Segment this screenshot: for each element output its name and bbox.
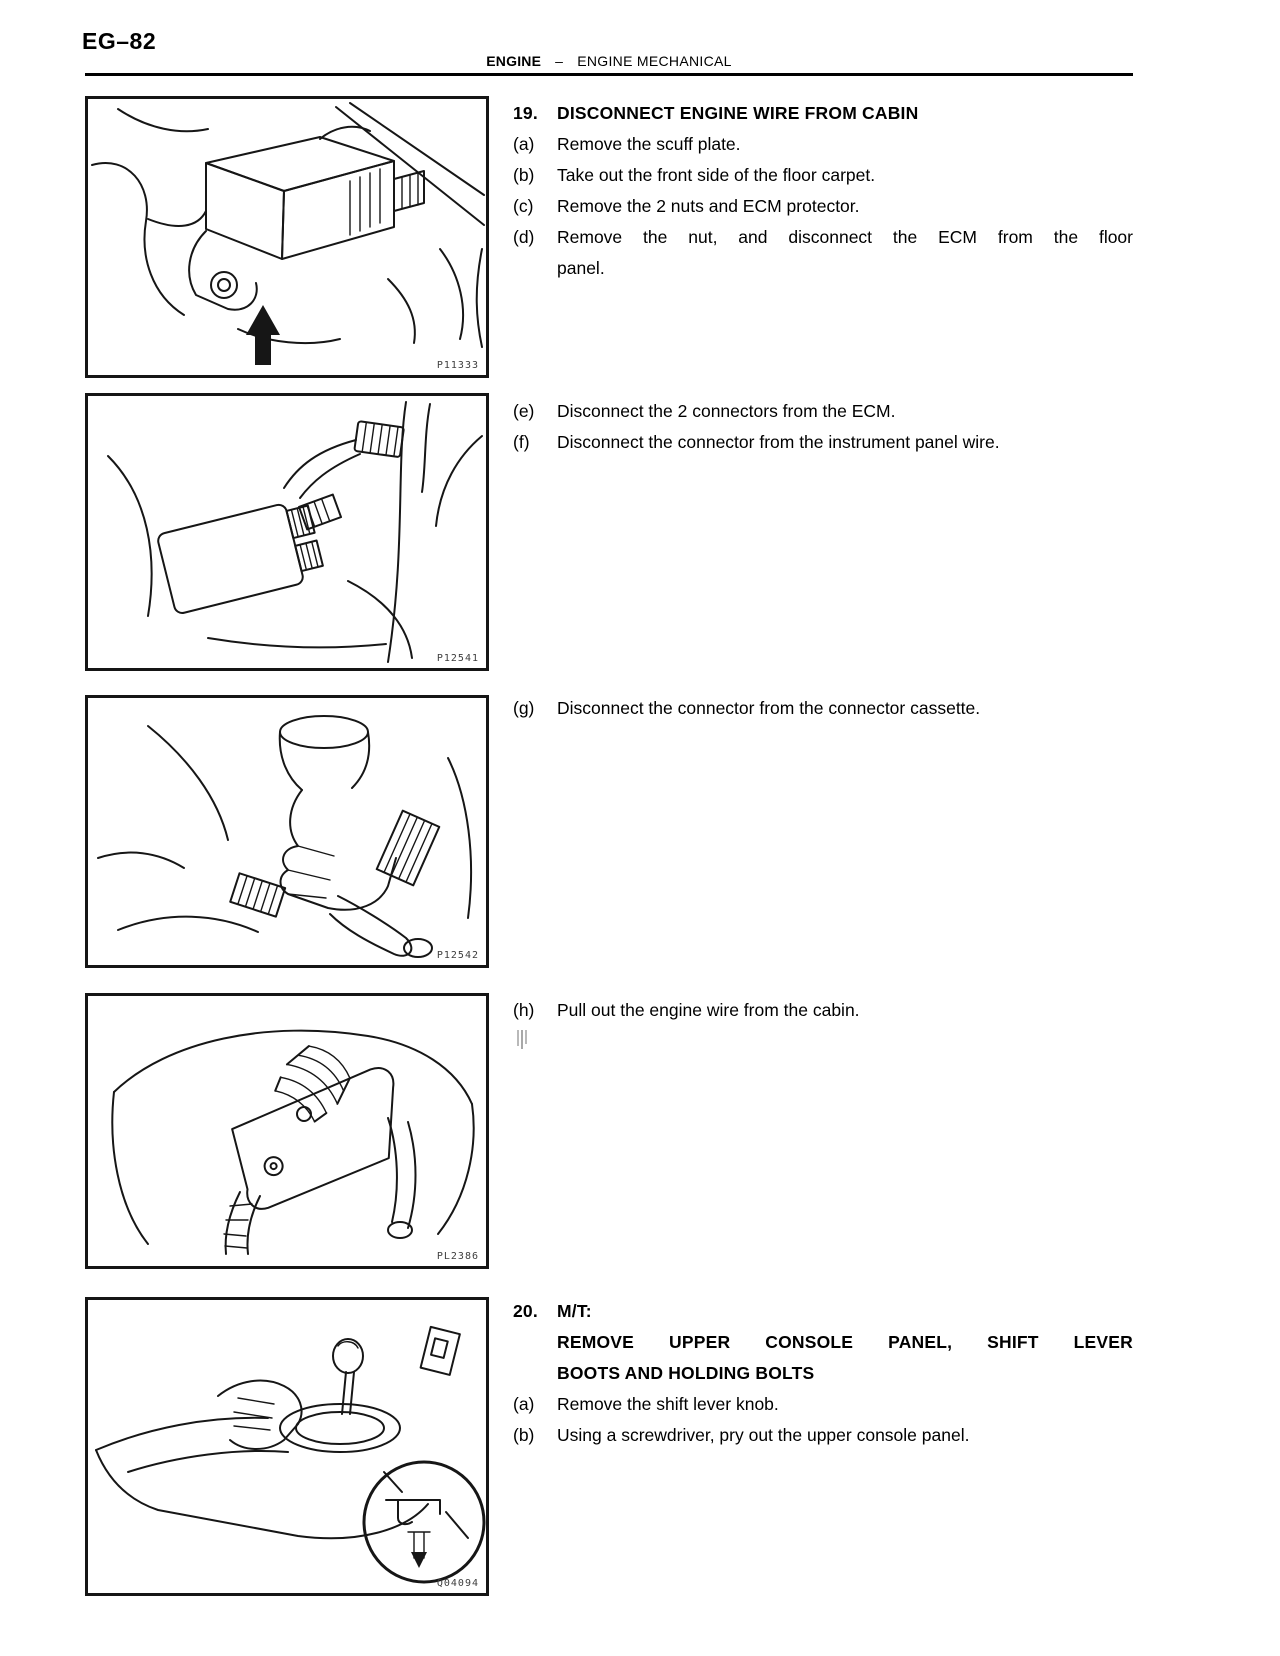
substep-row — [513, 1389, 1133, 1420]
substep-row — [513, 1420, 1133, 1451]
header-rule — [85, 73, 1133, 76]
figure-code: P11333 — [436, 360, 479, 371]
console-panel-illustration — [88, 1300, 486, 1593]
substep-label: (a) — [513, 1394, 535, 1414]
substep-row — [513, 693, 1133, 724]
header-divider: – — [555, 53, 564, 69]
substep-label: (h) — [513, 1000, 535, 1020]
step-20-block — [513, 1296, 1133, 1451]
substep-text: Remove the scuff plate. — [557, 134, 741, 154]
step-number: 19. — [513, 103, 538, 123]
step-title-prefix: M/T: — [557, 1301, 592, 1321]
step-number: 20. — [513, 1301, 538, 1321]
substep-label: (f) — [513, 432, 530, 452]
section-header — [85, 53, 1133, 69]
figure-ecm-under-dash — [85, 96, 489, 378]
step-19-block-3 — [513, 693, 1133, 724]
step-19-block-2 — [513, 396, 1133, 458]
connector-cassette-illustration — [88, 698, 486, 965]
figure-code: PL2386 — [436, 1251, 479, 1262]
substep-row — [513, 160, 1133, 191]
step-title-line: REMOVE UPPER CONSOLE PANEL, SHIFT LEVER — [557, 1332, 1133, 1352]
ecm-connectors-illustration — [88, 396, 486, 668]
step-20-title — [513, 1327, 1133, 1389]
step-title-line: BOOTS AND HOLDING BOLTS — [557, 1363, 815, 1383]
figure-console-panel — [85, 1297, 489, 1596]
substep-text: Take out the front side of the floor carpet. — [557, 165, 876, 185]
substep-label: (a) — [513, 134, 535, 154]
substep-label: (b) — [513, 1425, 535, 1445]
substep-text: Using a screwdriver, pry out the upper console panel. — [557, 1425, 970, 1445]
figure-engine-wire-boot — [85, 993, 489, 1269]
substep-text — [557, 222, 1133, 284]
step-20-heading — [513, 1296, 1133, 1327]
substep-text-line: panel. — [557, 258, 605, 278]
substep-label: (e) — [513, 401, 535, 421]
substep-row — [513, 427, 1133, 458]
figure-code: Q04094 — [436, 1578, 479, 1589]
print-artifact — [517, 1030, 537, 1049]
page-number: EG–82 — [82, 28, 157, 54]
figure-code: P12541 — [436, 653, 479, 664]
figure-connector-cassette — [85, 695, 489, 968]
substep-text: Remove the 2 nuts and ECM protector. — [557, 196, 860, 216]
substep-text-line: Remove the nut, and disconnect the ECM from the floor — [557, 227, 1133, 247]
figure-ecm-connectors — [85, 393, 489, 671]
step-title: DISCONNECT ENGINE WIRE FROM CABIN — [557, 103, 919, 123]
step-19-block — [513, 98, 1133, 284]
subsection-title: ENGINE MECHANICAL — [577, 53, 732, 69]
step-19-block-4 — [513, 995, 1133, 1026]
figure-code: P12542 — [436, 950, 479, 961]
substep-row — [513, 995, 1133, 1026]
substep-row — [513, 191, 1133, 222]
step-19-heading — [513, 98, 1133, 129]
step-title — [557, 1327, 1133, 1389]
substep-label: (c) — [513, 196, 534, 216]
engine-wire-boot-illustration — [88, 996, 486, 1266]
substep-row — [513, 129, 1133, 160]
substep-row — [513, 396, 1133, 427]
substep-text: Pull out the engine wire from the cabin. — [557, 1000, 860, 1020]
substep-text: Disconnect the connector from the connector cassette. — [557, 698, 981, 718]
substep-text: Disconnect the connector from the instrument panel wire. — [557, 432, 1000, 452]
substep-row — [513, 222, 1133, 284]
substep-label: (g) — [513, 698, 535, 718]
substep-text: Disconnect the 2 connectors from the ECM. — [557, 401, 896, 421]
substep-label: (b) — [513, 165, 535, 185]
ecm-under-dash-illustration — [88, 99, 486, 375]
substep-label: (d) — [513, 227, 535, 247]
substep-text: Remove the shift lever knob. — [557, 1394, 779, 1414]
section-title: ENGINE — [486, 53, 542, 69]
